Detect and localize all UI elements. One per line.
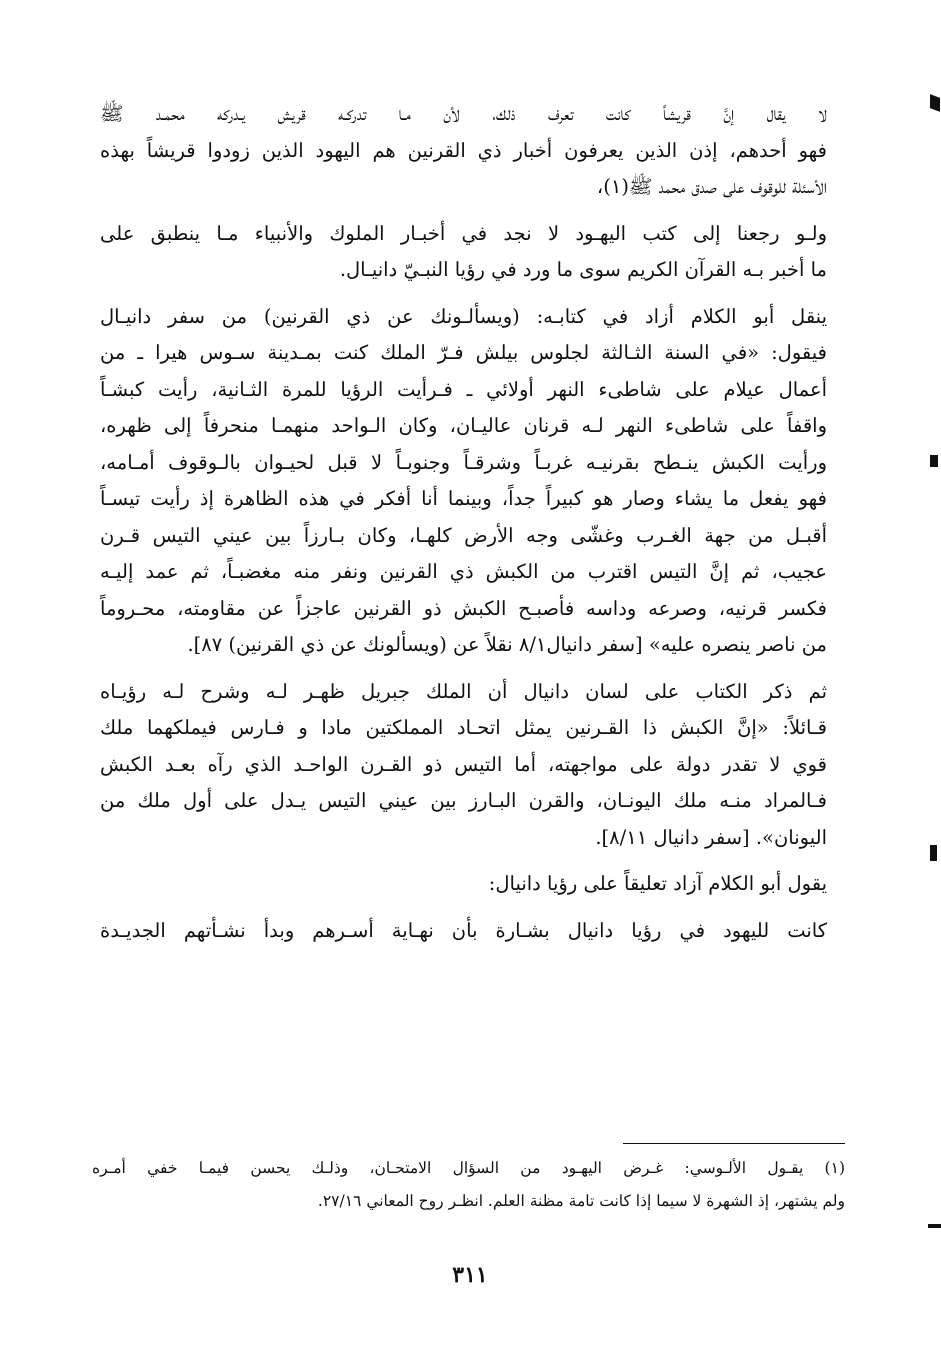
text-line: ينقل أبو الكلام أزاد في كتابـه: (ويسألـونك عن ذي القرنين) من سفر دانيـال <box>100 304 827 328</box>
footnote-line: ولم يشتهر، إذ الشهرة لا سيما إذا كانت تامة مظنة العلم. انظـر روح المعاني ٢٧/١٦. <box>317 1192 845 1210</box>
paragraph <box>100 299 845 664</box>
text-line: لا يقال إنَّ قريشاً كانت تعرف ذلك، لأن مـا تدركـه قريش يـدركه محمـد ﷺ <box>100 102 827 125</box>
text-line: قـائلاً: «إنَّ الكبش ذا القـرنين يمثل اتحـاد المملكتين مادا و فـارس فيملكهما ملك <box>100 716 827 739</box>
text-line: كانت لليهود في رؤيا دانيال بشـارة بأن نهـاية أسـرهم وبدأ نشـأتهم الجديـدة <box>100 918 827 942</box>
text-line: فهو يفعل ما يشاء وصار هو كبيراً جداً، وبينما أنا أفكر في هذه الظاهرة إذ رأيت تيسـاً <box>100 487 827 510</box>
main-text <box>100 96 845 959</box>
text-line: عجيب، ثم إنَّ التيس اقترب من الكبش ذي القرنين ونفر منه مغضبـاً، ثم عمد إليـه <box>100 560 827 583</box>
text-line: فيقول: «في السنة الثـالثة لجلوس بيلش فـرّ الملك كنت بمـدينة سـوس هيرا ـ من <box>100 341 827 364</box>
scan-edge-mark <box>930 845 937 861</box>
page-number: ٣١١ <box>452 1262 488 1288</box>
text-line: ورأيت الكبش ينـطح بقرنيـه غربـاً وشرقـاً وجنوبـاً لا قبل لحيـوان بالـوقوف أمـامه، <box>100 450 827 474</box>
text-line: أعمال عيلام على شاطىء النهر أولائي ـ فـرأيت الرؤيا للمرة الثـانية، رأيت كبشـاً <box>100 377 827 401</box>
paragraph <box>100 216 845 289</box>
text-line: فهو أحدهم، إذن الذين يعرفون أخبار ذي القرنين هم اليهود الذين زودوا قريشاً بهذه <box>100 138 827 162</box>
text-line: ولـو رجعنا إلى كتب اليهـود لا نجد في أخبـار الملوك والأنبياء مـا ينطبق على <box>100 221 827 245</box>
text-line: ما أخبر بـه القرآن الكريم سوى ما ورد في رؤيا النبـيّ دانيـال. <box>339 258 827 281</box>
text-line: قوي لا تقدر دولة على مواجهته، أما التيس ذو القـرن الواحـد الذي رآه بعـد الكبش <box>100 752 827 776</box>
text-line: أقبـل من جهة الغـرب وغشّى وجه الأرض كلهـا، وكان بـارزاً بين عيني التيس قـرن <box>100 523 827 547</box>
paragraph <box>100 913 845 950</box>
footnotes <box>92 1152 845 1218</box>
scan-edge-mark <box>930 455 938 467</box>
text-line: يقول أبو الكلام آزاد تعليقاً على رؤيا دانيال: <box>488 872 827 895</box>
text-line: الأسئلة للوقوف على صدق محمد ﷺ(١)، <box>596 175 827 198</box>
scan-edge-mark <box>930 94 940 112</box>
text-line: فـالمراد منـه ملك اليونـان، والقرن البـارز بين عيني التيس يـدل على أول ملك من <box>100 789 827 812</box>
text-line: ثم ذكر الكتاب على لسان دانيال أن الملك جبريل ظهـر لـه وشرح لـه رؤيـاه <box>100 679 827 703</box>
paragraph <box>100 674 845 857</box>
paragraph <box>100 96 845 206</box>
text-line: واقفاً على شاطىء النهر لـه قرنان عاليـان، وكان الـواحد منهمـا منحرفاً إلى ظهره، <box>100 414 827 437</box>
footnote-line: (١) يقـول الألـوسي: غـرض اليهـود من السؤال الامتحـان، وذلـك يحسن فيمـا خفي أمـره <box>92 1159 845 1177</box>
scan-edge-mark <box>928 1224 941 1228</box>
text-line: اليونان». [سفر دانيال ٨/١١]. <box>595 825 827 849</box>
footnote-separator <box>623 1143 845 1144</box>
text-line: فكسر قرنيه، وصرعه وداسه فأصبـح الكبش ذو القرنين عاجزاً عن مقاومته، محـروماً <box>100 596 827 620</box>
paragraph <box>100 866 845 903</box>
text-line: من ناصر ينصره عليه» [سفر دانيال٨/١ نقلاً عن (ويسألونك عن ذي القرنين) ٨٧]. <box>187 633 827 656</box>
